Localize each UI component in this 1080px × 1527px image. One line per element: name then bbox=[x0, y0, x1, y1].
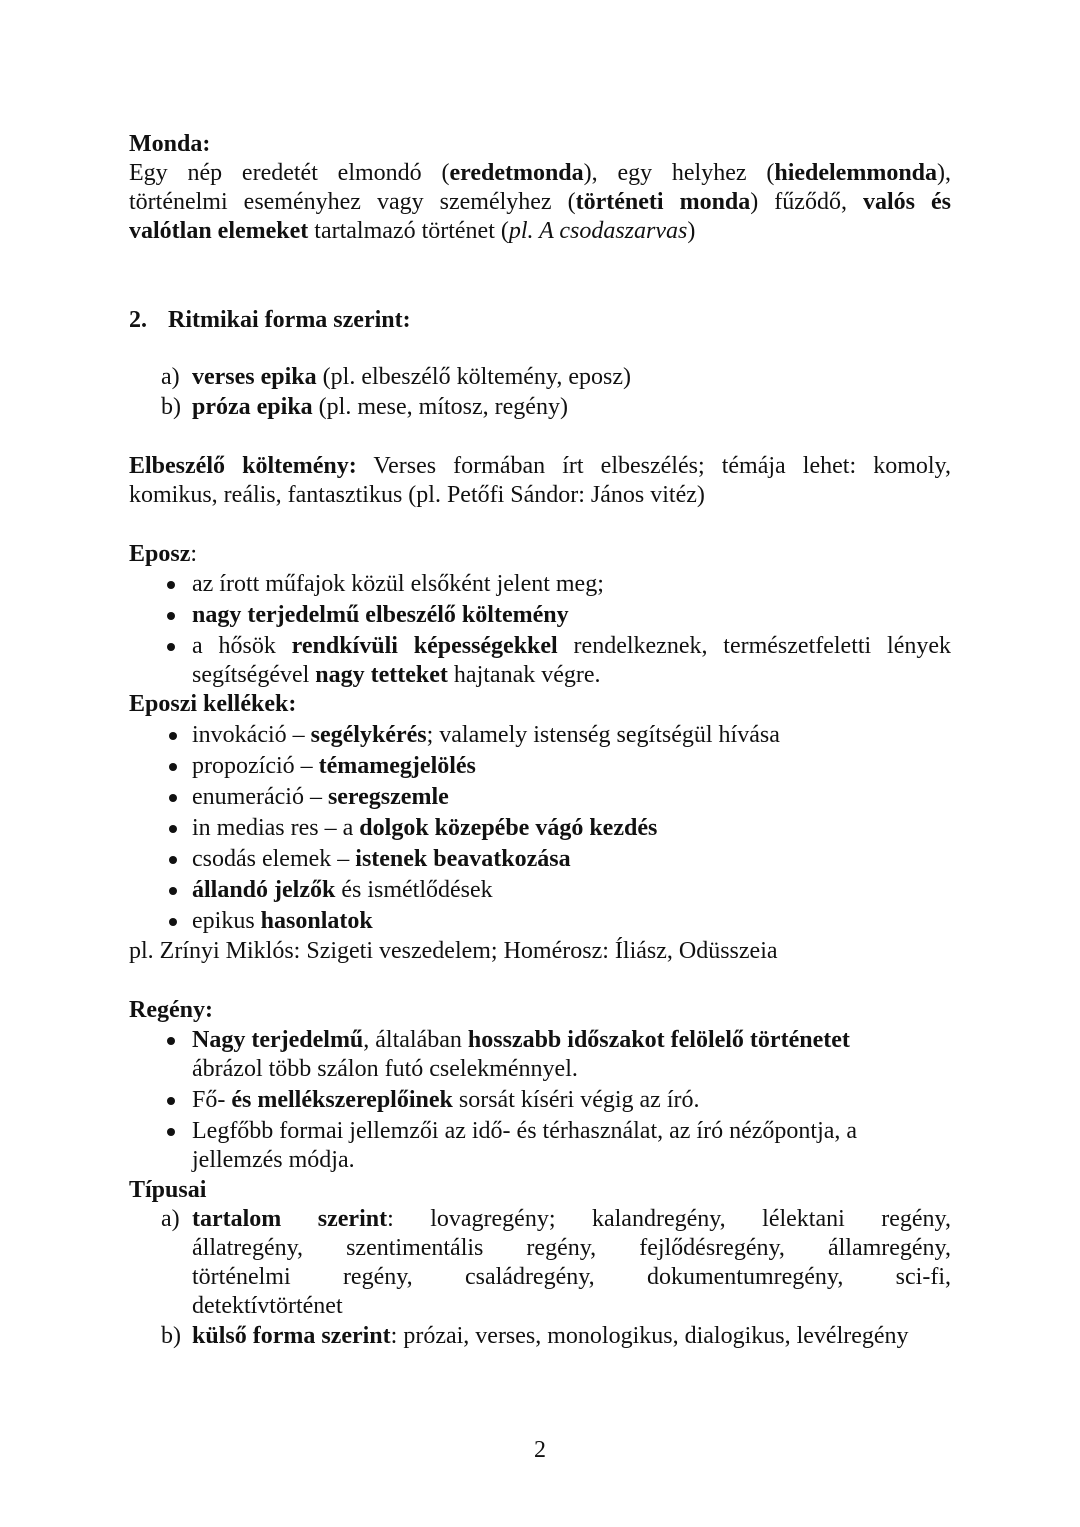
eposz-bullet-3-line-1: a hősök rendkívüli képességekkel rendelkeznek, természetfeletti lények bbox=[192, 633, 952, 659]
bullet-icon bbox=[167, 1097, 175, 1105]
bullet-icon bbox=[167, 1037, 175, 1045]
section-2-title: Ritmikai forma szerint: bbox=[168, 307, 411, 333]
elbeszelo-line-1: Elbeszélő költemény: Verses formában írt elbeszélés; témája lehet: komoly, bbox=[129, 453, 951, 479]
bullet-icon bbox=[167, 612, 175, 620]
regeny-bullet-2: Fő- és mellékszereplőinek sorsát kíséri végig az író. bbox=[192, 1087, 700, 1113]
form-b-text: próza epika (pl. mese, mítosz, regény) bbox=[192, 394, 568, 420]
form-b-marker: b) bbox=[161, 394, 181, 420]
tipus-a-line-3: történelmi regény, családregény, dokumentumregény, sci-fi, bbox=[192, 1264, 951, 1290]
tipus-b-text: külső forma szerint: prózai, verses, monologikus, dialogikus, levélregény bbox=[192, 1323, 909, 1349]
bullet-icon bbox=[167, 1128, 175, 1136]
kellekek-example: pl. Zrínyi Miklós: Szigeti veszedelem; Homérosz: Íliász, Odüsszeia bbox=[129, 938, 778, 964]
bullet-icon bbox=[169, 856, 177, 864]
bullet-icon bbox=[169, 732, 177, 740]
eposz-heading: Eposz: bbox=[129, 541, 198, 567]
bullet-icon bbox=[169, 918, 177, 926]
kellek-item: epikus hasonlatok bbox=[192, 908, 373, 934]
tipusai-heading: Típusai bbox=[129, 1177, 207, 1203]
tipus-a-line-4: detektívtörténet bbox=[192, 1293, 343, 1319]
monda-line-2: történelmi eseményhez vagy személyhez (történeti monda) fűződő, valós és bbox=[129, 189, 952, 215]
bullet-icon bbox=[167, 581, 175, 589]
bullet-icon bbox=[169, 887, 177, 895]
regeny-bullet-1-line-2: ábrázol több szálon futó cselekménnyel. bbox=[192, 1056, 578, 1082]
form-a-marker: a) bbox=[161, 364, 180, 390]
tipus-a-line-2: állatregény, szentimentális regény, fejlődésregény, államregény, bbox=[192, 1235, 951, 1261]
kellek-item: invokáció – segélykérés; valamely istenség segítségül hívása bbox=[192, 722, 780, 748]
regeny-bullet-1-line-1: Nagy terjedelmű, általában hosszabb időszakot felölelő történetet bbox=[192, 1027, 850, 1053]
kellek-item: enumeráció – seregszemle bbox=[192, 784, 449, 810]
elbeszelo-line-2: komikus, reális, fantasztikus (pl. Petőfi Sándor: János vitéz) bbox=[129, 482, 705, 508]
page-number: 2 bbox=[534, 1437, 546, 1463]
eposz-bullet-3-line-2: segítségével nagy tetteket hajtanak végre. bbox=[192, 662, 601, 688]
regeny-bullet-3-line-1: Legfőbb formai jellemzői az idő- és térhasználat, az író nézőpontja, a bbox=[192, 1118, 858, 1144]
monda-line-1: Egy nép eredetét elmondó (eredetmonda), egy helyhez (hiedelemmonda), bbox=[129, 160, 952, 186]
kellek-item: állandó jelzők és ismétlődések bbox=[192, 877, 493, 903]
eposz-bullet-1: az írott műfajok közül elsőként jelent meg; bbox=[192, 571, 604, 597]
bullet-icon bbox=[167, 643, 175, 651]
bullet-icon bbox=[169, 794, 177, 802]
bullet-icon bbox=[169, 825, 177, 833]
kellekek-heading: Eposzi kellékek: bbox=[129, 691, 297, 717]
regeny-bullet-3-line-2: jellemzés módja. bbox=[192, 1147, 355, 1173]
monda-heading: Monda: bbox=[129, 131, 211, 157]
bullet-icon bbox=[169, 763, 177, 771]
tipus-a-line-1: tartalom szerint: lovagregény; kalandregény, lélektani regény, bbox=[192, 1206, 951, 1232]
eposz-bullet-2: nagy terjedelmű elbeszélő költemény bbox=[192, 602, 569, 628]
form-a-text: verses epika (pl. elbeszélő költemény, eposz) bbox=[192, 364, 631, 390]
section-2-number: 2. bbox=[129, 307, 147, 333]
kellek-item: in medias res – a dolgok közepébe vágó kezdés bbox=[192, 815, 658, 841]
tipus-a-marker: a) bbox=[161, 1206, 180, 1232]
kellek-item: csodás elemek – istenek beavatkozása bbox=[192, 846, 571, 872]
kellek-item: propozíció – témamegjelölés bbox=[192, 753, 476, 779]
regeny-heading: Regény: bbox=[129, 997, 213, 1023]
monda-line-3: valótlan elemeket tartalmazó történet (pl. A csodaszarvas) bbox=[129, 218, 696, 244]
tipus-b-marker: b) bbox=[161, 1323, 181, 1349]
